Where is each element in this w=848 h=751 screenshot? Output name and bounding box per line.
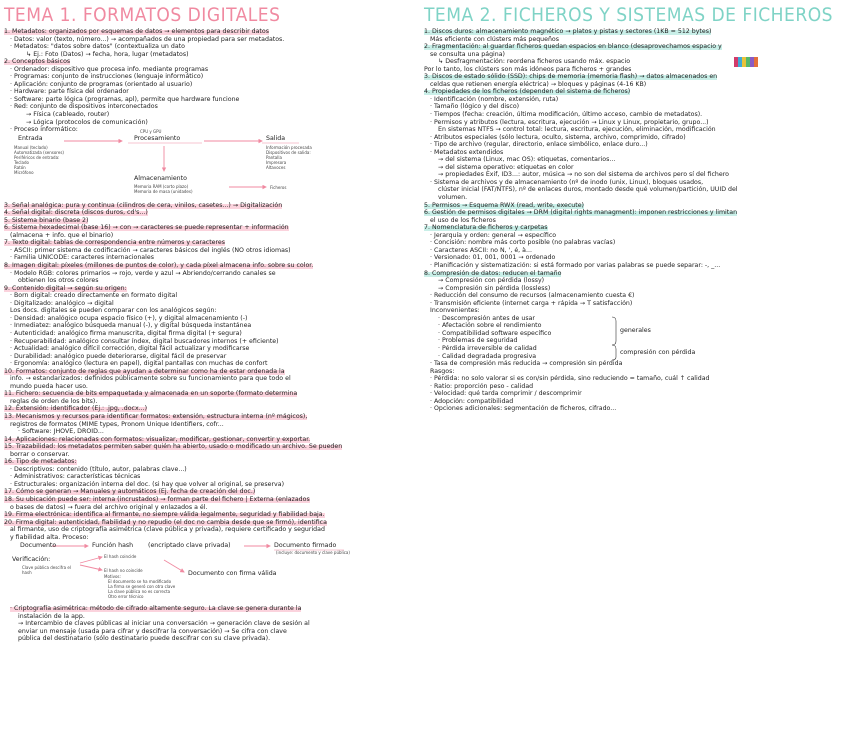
note-line-text: 1. Discos duros: almacenamiento magnético → platos y pistas y sectores (1KB = 512 bytes): [424, 28, 712, 35]
note-line-text: ↳ Desfragmentación: reordena ficheros usando máx. espacio: [438, 58, 631, 66]
diagram-arrows: [4, 135, 420, 201]
note-line-text: · Tamaño (lógico y del disco): [430, 103, 520, 111]
note-line: [424, 300, 844, 308]
note-line: [424, 156, 844, 164]
note-line: [4, 534, 420, 542]
note-small-line: Altavoces: [266, 164, 286, 170]
note-line: [4, 217, 420, 225]
note-line-text: · Opciones adicionales: segmentación de ficheros, cifrado...: [430, 405, 617, 413]
note-line-text: · Hardware: parte física del ordenador: [10, 88, 129, 96]
note-line-text: → Física (cableado, router): [26, 111, 110, 119]
note-line: [4, 496, 420, 504]
fragmentacion-color-strip: [734, 52, 758, 62]
note-line: [424, 270, 844, 278]
note-line-text: mundo pueda hacer uso.: [10, 382, 88, 390]
sig-motivos: [108, 579, 175, 599]
note-small-line: Ratón: [14, 164, 26, 170]
note-line-text: · Tasa de compresión más reducida → compresión sin pérdida: [430, 360, 623, 368]
note-line-text: 1. Metadatos: organizados por esquemas de datos → elementos para describir datos: [4, 28, 269, 35]
inconveniente-item: · Problemas de seguridad: [438, 337, 518, 345]
note-line-text: · Velocidad: qué tarda comprimir / descomprimir: [430, 390, 582, 398]
note-line: [4, 88, 420, 96]
note-line: [4, 96, 420, 104]
note-line-text: → Compresión sin pérdida (lossless): [438, 284, 551, 292]
note-line: [4, 473, 420, 481]
note-line: [4, 322, 420, 330]
diagram-procesamiento: Procesamiento: [134, 134, 181, 142]
note-line-text: Inconvenientes:: [430, 307, 480, 315]
note-line: [4, 398, 420, 406]
note-line: [424, 239, 844, 247]
note-line: [424, 383, 844, 391]
note-line-text: instalación de la app.: [18, 612, 85, 620]
note-line-text: 4. Señal digital: discreta (discos duros, cd's...): [4, 209, 148, 217]
note-line: [424, 247, 844, 255]
tema1-column: [4, 0, 420, 643]
note-line: [4, 51, 420, 59]
note-line-text: 3. Señal analógica: pura y continua (cilindros de cera, vinilos, casetes...) → Digitalización: [4, 201, 283, 209]
note-line-text: · Modelo RGB: colores primarios → rojo, verde y azul → Abriendo/cerrando canales se: [10, 269, 276, 277]
note-line: [424, 111, 844, 119]
note-line: [424, 262, 844, 270]
note-line-text: 10. Formatos: conjunto de reglas que ayudan a determinar como ha de estar ordenada la: [4, 367, 285, 375]
note-line-text: 9. Contenido digital → según su origen:: [4, 284, 127, 292]
note-line-text: Por lo tanto, los clústers son más idóneos para ficheros + grandes: [424, 65, 632, 73]
note-line-text: clúster inicial (FAT/NTFS), nº de enlaces duros, montado desde qué volumen/partición, UUID del: [438, 186, 738, 194]
note-line-text: 7. Texto digital: tablas de correspondencia entre números y caracteres: [4, 239, 226, 247]
note-line: [4, 360, 420, 368]
note-line-text: → Compresión con pérdida (lossy): [438, 277, 545, 285]
note-line-text: · Permisos y atributos (lectura, escritura, ejecución → Linux y Linux, propietario, grupo...): [430, 118, 709, 126]
note-line-text: 4. Propiedades de los ficheros (dependen del sistema de ficheros): [424, 88, 631, 96]
note-line-text: reglas de orden de los bits).: [10, 397, 98, 405]
note-line: [4, 247, 420, 255]
note-line-text: · Durabilidad: analógico puede deteriorarse, digital fácil de preservar: [10, 352, 227, 360]
note-line: [424, 43, 844, 51]
diagram-salida: Salida: [266, 134, 286, 142]
note-line: [424, 224, 844, 232]
note-line-text: · Versionado: 01, 001, 0001 → ordenado: [430, 254, 556, 262]
tema2-title: TEMA 2. FICHEROS Y SISTEMAS DE FICHEROS: [424, 4, 834, 26]
note-line: [424, 66, 844, 74]
note-line: [424, 405, 844, 413]
note-line: [4, 390, 420, 398]
note-line-text: 6. Sistema hexadecimal (base 16) → con → caracteres se puede representar + información: [4, 224, 289, 232]
note-line: [4, 81, 420, 89]
inconveniente-item: · Compatibilidad software específico: [438, 329, 552, 337]
note-line: [4, 338, 420, 346]
note-line-text: · Planificación y sistematización: si está formado por varias palabras se puede separar: -, _...: [430, 261, 721, 269]
note-line: [4, 466, 420, 474]
note-line: [4, 353, 420, 361]
sig-motivos-label: Motivos:: [104, 574, 121, 580]
note-line: [4, 43, 420, 51]
inconveniente-item: · Calidad degradada progresiva: [438, 352, 537, 360]
note-line-text: 12. Extensión: identificador (Ej.: .jpg, .docx...): [4, 405, 148, 413]
note-line-text: · Identificación (nombre, extensión, ruta): [430, 95, 559, 103]
note-line: [424, 277, 844, 285]
note-line-text: · Descriptivos: contenido (título, autor, palabras clave...): [10, 465, 187, 473]
color-swatch: [754, 57, 758, 67]
note-line-text: · Adopción: compatibilidad: [430, 397, 514, 405]
sig-hash-coincide: El hash coincide: [104, 554, 137, 560]
note-line-text: 19. Firma electrónica: identifica al firmante, no siempre válida legalmente, seguridad y fiabilidad baja.: [4, 511, 325, 519]
note-line-text: → propiedades Exif, ID3...: autor, música → no son del sistema de archivos pero sí del fichero: [438, 171, 729, 179]
diagram-entrada: Entrada: [18, 134, 43, 142]
note-line-text: 5. Permisos → Esquema RWX (read, write, execute): [424, 201, 584, 209]
note-line-text: · Programas: conjunto de instrucciones (lenguaje informático): [10, 73, 204, 81]
note-line: [4, 443, 420, 451]
note-line-text: o bases de datos) → fuera del archivo original y enlazados a él.: [10, 503, 208, 511]
note-line: [4, 368, 420, 376]
note-line: [4, 126, 420, 134]
tema2-section-b: [424, 360, 844, 413]
tema1-title: TEMA 1. FORMATOS DIGITALES: [4, 4, 281, 26]
note-small-line: El documento se ha modificado: [108, 579, 172, 585]
note-small-line: Micrófono: [14, 169, 34, 175]
sig-clave-publica: Clave pública descifra el hash: [22, 565, 71, 576]
note-line: [4, 119, 420, 127]
sig-documento: Documento: [20, 542, 57, 550]
note-line: [4, 66, 420, 74]
note-line-text: · Sistema de archivos y de almacenamiento (nº de inodo (unix, Linux), bloques usados,: [430, 178, 704, 186]
note-line-text: → Lógica (protocolos de comunicación): [26, 118, 148, 126]
inconvenientes-perdida: compresión con pérdida: [620, 348, 696, 356]
note-line-text: obtienen los otros colores: [18, 277, 99, 285]
note-line: [424, 134, 844, 142]
note-line: [4, 620, 420, 628]
sig-verificacion: Verificación:: [12, 556, 51, 564]
note-line-text: · Reducción del consumo de recursos (almacenamiento cuesta €): [430, 292, 635, 300]
note-line-text: → Intercambio de claves públicas al iniciar una conversación → generación clave de sesión al: [18, 620, 310, 628]
note-line-text: · Estructurales: organización interna del doc. (si hay que volver al original, se preserva): [10, 480, 285, 488]
note-line-text: volumen.: [438, 194, 468, 202]
note-small-line: Periféricos de entrada:: [14, 154, 60, 160]
note-line: [424, 307, 844, 315]
note-line: [424, 96, 844, 104]
note-line: [4, 383, 420, 391]
note-line-text: · Datos: valor (texto, número...) → acompañados de una propiedad para ser metadatos.: [10, 35, 285, 43]
note-line: [4, 488, 420, 496]
note-line-text: 6. Gestión de permisos digitales → DRM (digital rights managment): imponen restricciones y limitan: [424, 209, 738, 217]
inconvenientes-generales: generales: [620, 326, 651, 334]
note-line-text: al firmante, uso de criptografía asimétrica (clave pública y privada), requiere certificado y seguridad: [10, 526, 325, 534]
note-line-text: Rasgos:: [430, 367, 455, 375]
note-line-text: 14. Aplicaciones: relacionadas con formatos: visualizar, modificar, gestionar, convertir y exportar.: [4, 435, 311, 443]
note-line-text: · Transmisión eficiente (internet carga + rápida → T satisfacción): [430, 299, 633, 307]
note-line-text: · Digitalizado: analógico → digital: [10, 299, 114, 307]
note-line-text: · Atributos especiales (sólo lectura, oculto, sistema, archivo, comprimido, cifrado): [430, 133, 686, 141]
note-line: [4, 58, 420, 66]
note-line: [424, 119, 844, 127]
note-line: [4, 202, 420, 210]
note-line: [424, 73, 844, 81]
note-line: [424, 232, 844, 240]
note-line: [424, 360, 844, 368]
note-line-text: · Jerarquía y orden: general → específico: [430, 231, 557, 239]
note-line-text: · Tiempos (fecha: creación, última modificación, último acceso, cambio de metadatos).: [430, 111, 703, 119]
diagram-cpu: CPU y GPU: [140, 128, 162, 134]
firma-digital-diagram: [4, 542, 420, 604]
note-small-line: Manual (teclado): [14, 144, 48, 150]
note-line: [4, 413, 420, 421]
diagram-almacenamiento-notes: [134, 184, 193, 194]
note-line: [4, 605, 420, 613]
note-line-text: · Proceso informático:: [10, 126, 78, 134]
note-line-text: 3. Discos de estado sólido (SSD): chips de memoria (memoria flash) → datos almacenados en: [424, 73, 718, 81]
note-line-text: · Ergonomía: analógico (lectura en papel), digital pantallas con muchas de confort: [10, 360, 268, 368]
note-line: [4, 111, 420, 119]
note-line-text: · Tipo de archivo (regular, directorio, enlace simbólico, enlace duro...): [430, 141, 648, 149]
note-line-text: · Autenticidad: analógico firma manuscrita, digital firma digital (+ segura): [10, 329, 242, 337]
note-line: [424, 126, 844, 134]
note-line-text: · Metadatos: "datos sobre datos" (contextualiza un dato: [10, 43, 185, 51]
note-line-text: se consulta una página): [430, 50, 505, 58]
note-line-text: 7. Nomenclatura de ficheros y carpetas: [424, 224, 548, 232]
inconveniente-item: · Pérdida irreversible de calidad: [438, 344, 537, 352]
note-line: [4, 224, 420, 232]
tema2-column: [424, 0, 844, 413]
tema2-section-a: [424, 28, 844, 315]
note-line: [4, 285, 420, 293]
note-line: [4, 232, 420, 240]
diagram-entrada-notes: [14, 145, 64, 175]
note-small-line: Pantalla: [266, 154, 282, 160]
sig-documento-valida: Documento con firma válida: [188, 570, 277, 578]
note-line-text: (almacena + info. que el binario): [10, 231, 114, 239]
note-small-line: La clave pública no es correcta: [108, 589, 171, 595]
note-line: [4, 458, 420, 466]
note-line-text: 5. Sistema binario (base 2): [4, 216, 89, 224]
note-line-text: 16. Tipo de metadatos:: [4, 458, 77, 466]
note-small-line: Impresora: [266, 159, 287, 165]
note-line: [4, 428, 420, 436]
note-line: [424, 292, 844, 300]
note-line-text: info. → estandarizados: definidos públicamente sobre su funcionamiento para que todo el: [10, 375, 291, 383]
note-line-text: 11. Fichero: secuencia de bits empaquetada y almacenada en un soporte (formato determina: [4, 390, 298, 398]
note-line: [424, 58, 844, 66]
note-line-text: 15. Trazabilidad: los metadatos permiten saber quién ha abierto, usado o modificado un archivo. Se pueden: [4, 443, 343, 451]
inconvenientes-list: [424, 315, 844, 360]
note-line-text: 20. Firma digital: autenticidad, fiabilidad y no repudio (el doc no cambia desde que se firmó), identifica: [4, 518, 327, 526]
sig-funcion-hash: Función hash: [92, 542, 134, 550]
note-line: [424, 28, 844, 36]
note-line: [424, 186, 844, 194]
note-line-text: 18. Su ubicación puede ser: interna (incrustados) → forman parte del fichero | Externa (enlazados: [4, 495, 310, 503]
note-line-text: · Recuperabilidad: analógico consultar índex, digital buscadores internos (+ eficiente): [10, 337, 279, 345]
note-line-text: → del sistema (Linux, mac OS): etiquetas, comentarios...: [438, 156, 616, 164]
note-line: [424, 285, 844, 293]
note-line-text: · Ratio: proporción peso - calidad: [430, 382, 534, 390]
sig-documento-firmado: Documento firmado: [274, 542, 337, 550]
note-line: [4, 209, 420, 217]
note-line: [4, 511, 420, 519]
note-line: [4, 307, 420, 315]
note-line-text: 8. Compresión de datos: reducen el tamaño: [424, 269, 562, 277]
note-line: [4, 628, 420, 636]
note-line: [4, 330, 420, 338]
sig-hash-no: El hash no coincide: [104, 568, 143, 574]
note-line: [4, 504, 420, 512]
note-line: [424, 202, 844, 210]
note-line: [424, 179, 844, 187]
note-line: [424, 81, 844, 89]
note-line-text: 17. Cómo se generan → Manuales y automáticos (Ej. fecha de creación del doc.): [4, 488, 256, 496]
note-line: [4, 277, 420, 285]
note-line-text: 8. Imagen digital: píxeles (millones de puntos de color), y cada píxel almacena info. sobre su color.: [4, 262, 314, 270]
tema1-section-a: [4, 28, 420, 134]
note-line-text: · Software: parte lógica (programas, apl), permite que hardware funcione: [10, 95, 240, 103]
note-small-line: Otro error técnico: [108, 594, 144, 600]
note-line: [4, 28, 420, 36]
tema1-section-b: [4, 202, 420, 542]
note-line: [424, 88, 844, 96]
note-line-text: → del sistema operativo: etiquetas en color: [438, 163, 574, 171]
note-line-text: · Criptografía asimétrica: método de cifrado altamente seguro. La clave se genera durante la: [10, 605, 302, 613]
sig-firmado-note: (incluye: documento y clave pública): [276, 550, 350, 556]
note-line: [424, 36, 844, 44]
note-line: [424, 398, 844, 406]
note-line: [424, 51, 844, 59]
note-line-text: · Concisión: nombre más corto posible (no palabras vacías): [430, 239, 616, 247]
note-line: [424, 141, 844, 149]
note-line: [4, 292, 420, 300]
note-small-line: Información procesada: [266, 144, 312, 150]
note-line: [4, 375, 420, 383]
note-line-text: registros de formatos (MIME types, Pronom Unique Identifiers, cofr...: [10, 420, 224, 428]
note-line: [4, 270, 420, 278]
note-line: [4, 300, 420, 308]
note-small-line: Memoria RAM (corto plazo): [134, 183, 189, 189]
note-line: [4, 315, 420, 323]
note-line-text: el uso de los ficheros: [430, 216, 496, 224]
note-line-text: · Aplicación: conjunto de programas (orientado al usuario): [10, 80, 193, 88]
note-line: [4, 239, 420, 247]
inconveniente-item: · Descompresión antes de usar: [438, 314, 535, 322]
note-line-text: · Red: conjunto de dispositivos interconectados: [10, 103, 158, 111]
diagram-salida-notes: [266, 145, 312, 170]
note-line: [4, 73, 420, 81]
note-line: [4, 262, 420, 270]
note-line: [4, 103, 420, 111]
note-line: [424, 254, 844, 262]
note-line: [424, 149, 844, 157]
note-line: [424, 368, 844, 376]
note-line-text: · Software: JHOVE, DROID...: [18, 428, 104, 436]
note-line: [424, 164, 844, 172]
tema1-section-c: [4, 605, 420, 643]
note-line: [4, 36, 420, 44]
note-line-text: · Pérdida: no solo valorar si es con/sin pérdida, sino reduciendo = tamaño, cuál ↑ calidad: [430, 375, 710, 383]
note-line-text: borrar o conservar.: [10, 450, 70, 458]
note-line-text: · Caracteres ASCII: no Ñ, ', é, à...: [430, 246, 532, 254]
note-line-text: 2. Conceptos básicos: [4, 58, 71, 66]
diagram-ficheros: Ficheros: [270, 184, 287, 190]
note-line-text: · Familia UNICODE: caracteres internacionales: [10, 254, 154, 262]
note-small-line: Dispositivos de salida:: [266, 149, 311, 155]
note-line-text: celdas que retienen energía eléctrica) → bloques y páginas (4-16 KB): [430, 80, 647, 88]
note-line: [4, 519, 420, 527]
note-line: [424, 390, 844, 398]
note-small-line: Automatizada (sensores): [14, 149, 64, 155]
note-small-line: La firma se generó con otra clave: [108, 584, 176, 590]
note-line: [424, 209, 844, 217]
note-line-text: · Actualidad: analógico difícil corrección, digital fácil actualizar y modificarse: [10, 345, 250, 353]
note-line: [4, 613, 420, 621]
note-line: [4, 436, 420, 444]
note-line: [4, 254, 420, 262]
note-line: [424, 217, 844, 225]
note-line-text: Los docs. digitales se pueden comparar con los analógicos según:: [10, 307, 217, 315]
note-line-text: y fiabilidad alta. Proceso:: [10, 533, 89, 541]
note-line: [424, 171, 844, 179]
diagram-almacenamiento: Almacenamiento: [134, 174, 187, 182]
note-line-text: · Ordenador: dispositivo que procesa info. mediante programas: [10, 65, 209, 73]
note-line: [4, 345, 420, 353]
note-line-text: · Metadatos extendidos: [430, 148, 504, 156]
note-line-text: · ASCII: primer sistema de codificación → caracteres básicos del inglés (NO otros idiomas): [10, 246, 291, 254]
note-line-text: En sistemas NTFS → control total: lectura, escritura, ejecución, eliminación, modificación: [438, 126, 716, 134]
note-line: [424, 103, 844, 111]
note-line: [424, 194, 844, 202]
note-line-text: · Densidad: analógico ocupa espacio físico (+), y digital almacenamiento (-): [10, 314, 248, 322]
note-line: [4, 635, 420, 643]
note-line-text: enviar un mensaje (usada para cifrar y descifrar la conversación) → Se cifra con clave: [18, 627, 287, 635]
note-line: [424, 375, 844, 383]
note-line: [4, 526, 420, 534]
note-line-text: · Inmediatez: analógico búsqueda manual (-), y digital búsqueda instantánea: [10, 322, 252, 330]
note-line-text: Más eficiente con clústers más pequeños: [430, 35, 560, 43]
note-line-text: pública del destinatario (sólo destinatario puede descifrar con su clave privada).: [18, 635, 271, 643]
note-line-text: 13. Mecanismos y recursos para identificar formatos: extensión, estructura interna (nº mágicos),: [4, 412, 308, 420]
note-line-text: 2. Fragmentación: al guardar ficheros quedan espacios en blanco (desaprovechamos espacio y: [424, 43, 722, 51]
note-line: [4, 421, 420, 429]
note-small-line: Memoria de masa (unidades): [134, 188, 193, 194]
note-small-line: Teclado: [14, 159, 29, 165]
note-line: [4, 451, 420, 459]
sig-clave-privada: (encriptado clave privada): [148, 542, 231, 550]
note-line-text: ↳ Ej.: Foto (Datos) → fecha, hora, lugar (metadatos): [26, 50, 189, 58]
note-line: [4, 405, 420, 413]
note-line-text: · Born digital: creado directamente en formato digital: [10, 292, 178, 300]
inconveniente-item: · Afectación sobre el rendimiento: [438, 322, 542, 330]
note-line-text: · Administrativos: características técnicas: [10, 473, 141, 481]
note-line: [4, 481, 420, 489]
